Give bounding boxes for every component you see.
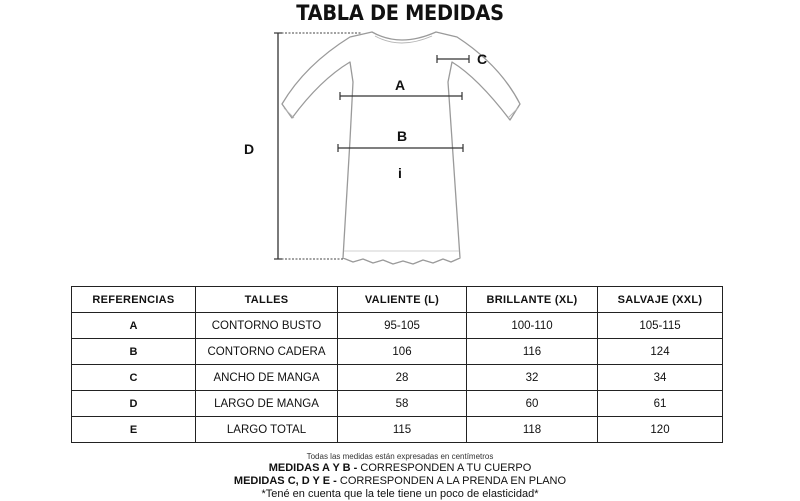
cell-xxl: 34 — [598, 365, 723, 391]
note-body-measures — [0, 462, 800, 475]
header-referencias: REFERENCIAS — [72, 287, 196, 313]
label-d: D — [244, 141, 255, 157]
elasticity-note: *Tené en cuenta que la tele tiene un poco de elasticidad* — [261, 488, 539, 500]
note-garment-measures-text: CORRESPONDEN A LA PRENDA EN PLANO — [336, 475, 567, 487]
note-body-measures-text: CORRESPONDEN A TU CUERPO — [357, 462, 532, 474]
header-talles: TALLES — [196, 287, 338, 313]
cell-xl: 60 — [467, 391, 598, 417]
table-row — [72, 417, 723, 443]
label-i: i — [398, 165, 402, 181]
cell-xl: 32 — [467, 365, 598, 391]
page-title: TABLA DE MEDIDAS — [296, 1, 504, 25]
cell-l: 115 — [338, 417, 467, 443]
cell-talle: ANCHO DE MANGA — [196, 365, 338, 391]
cell-ref: A — [72, 313, 196, 339]
cell-l: 95-105 — [338, 313, 467, 339]
footer-notes — [0, 452, 800, 501]
note-garment-measures-bold: MEDIDAS C, D Y E - — [233, 475, 337, 487]
right-cuff — [508, 108, 518, 118]
table-row — [72, 391, 723, 417]
table-row — [72, 313, 723, 339]
cell-xxl: 120 — [598, 417, 723, 443]
cell-l: 106 — [338, 339, 467, 365]
cell-talle: CONTORNO CADERA — [196, 339, 338, 365]
note-garment-measures — [0, 475, 800, 488]
size-table — [71, 286, 723, 443]
cell-ref: E — [72, 417, 196, 443]
cell-xxl: 105-115 — [598, 313, 723, 339]
label-c: C — [477, 51, 488, 67]
cell-ref: D — [72, 391, 196, 417]
cell-xxl: 124 — [598, 339, 723, 365]
label-b: B — [397, 128, 408, 144]
left-cuff — [284, 108, 294, 118]
cell-xl: 118 — [467, 417, 598, 443]
units-note: Todas las medidas están expresadas en centímetros — [306, 452, 494, 461]
note-body-measures-bold: MEDIDAS A Y B - — [268, 462, 358, 474]
cell-l: 58 — [338, 391, 467, 417]
header-salvaje: SALVAJE (XXL) — [598, 287, 723, 313]
cell-l: 28 — [338, 365, 467, 391]
header-brillante: BRILLANTE (XL) — [467, 287, 598, 313]
table-header-row — [72, 287, 723, 313]
cell-talle: LARGO DE MANGA — [196, 391, 338, 417]
cell-xxl: 61 — [598, 391, 723, 417]
cell-ref: C — [72, 365, 196, 391]
cell-talle: LARGO TOTAL — [196, 417, 338, 443]
cell-ref: B — [72, 339, 196, 365]
cell-xl: 116 — [467, 339, 598, 365]
header-valiente: VALIENTE (L) — [338, 287, 467, 313]
table-row — [72, 365, 723, 391]
label-a: A — [395, 77, 406, 93]
cell-talle: CONTORNO BUSTO — [196, 313, 338, 339]
cell-xl: 100-110 — [467, 313, 598, 339]
table-row — [72, 339, 723, 365]
